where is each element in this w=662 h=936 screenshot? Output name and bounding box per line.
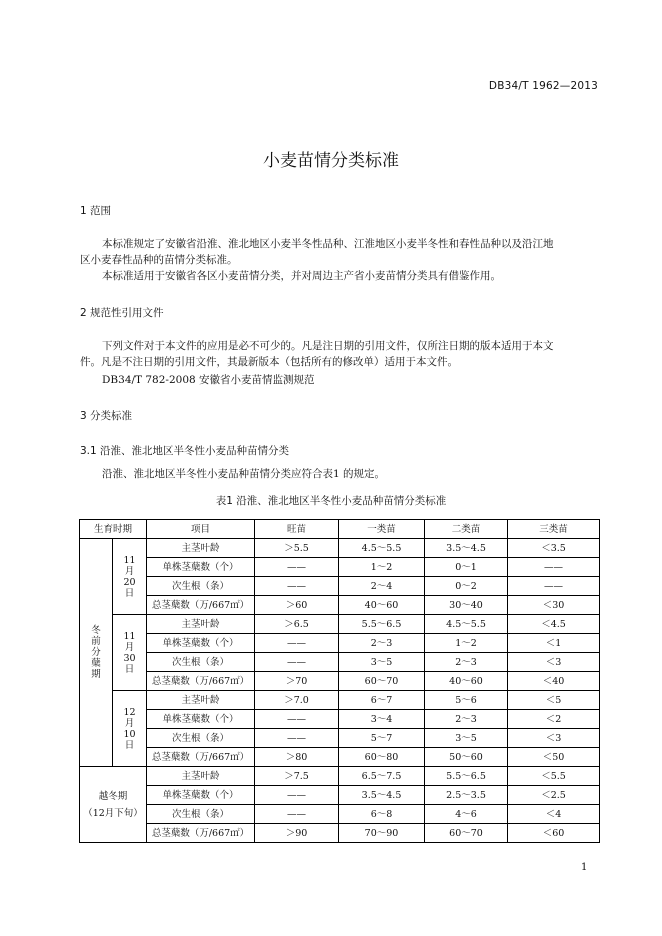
item-cell: 次生根（条）	[147, 577, 255, 596]
date-part: 10	[123, 728, 136, 740]
document-code: DB34/T 1962—2013	[488, 80, 598, 92]
value-cell: 3.5～4.5	[339, 786, 425, 805]
document-title: 小麦苗情分类标准	[263, 151, 399, 171]
seedling-classification-table	[79, 519, 600, 843]
value-cell: 0～1	[425, 558, 508, 577]
value-cell: 40～60	[425, 672, 508, 691]
value-cell: 3～4	[339, 710, 425, 729]
item-cell: 总茎蘖数（万/667㎡）	[147, 672, 255, 691]
date-part: 11	[123, 630, 136, 642]
value-cell: 1～2	[425, 634, 508, 653]
header-cell: 一类苗	[339, 520, 425, 539]
value-cell: 30～40	[425, 596, 508, 615]
header-cell: 三类苗	[508, 520, 600, 539]
table-row	[80, 615, 600, 634]
item-cell: 单株茎蘖数（个）	[147, 634, 255, 653]
table-row	[80, 786, 600, 805]
date-part: 11	[123, 554, 136, 566]
date-cell	[113, 539, 147, 615]
value-cell: ——	[255, 786, 339, 805]
section-1-para-1-line-2: 区小麦春性品种的苗情分类标准。	[80, 254, 238, 266]
value-cell: 4.5～5.5	[425, 615, 508, 634]
section-1-heading: 1 范围	[80, 205, 112, 217]
table-row	[80, 577, 600, 596]
date-part: 月	[124, 641, 135, 653]
value-cell: 6～8	[339, 805, 425, 824]
table-row	[80, 824, 600, 843]
item-cell: 次生根（条）	[147, 805, 255, 824]
item-cell: 次生根（条）	[147, 653, 255, 672]
value-cell: 6～7	[339, 691, 425, 710]
item-cell: 总茎蘖数（万/667㎡）	[147, 748, 255, 767]
value-cell: 60～70	[339, 672, 425, 691]
value-cell: ——	[255, 710, 339, 729]
table-row	[80, 634, 600, 653]
item-cell: 主茎叶龄	[147, 767, 255, 786]
table-row	[80, 767, 600, 786]
value-cell: ＜50	[508, 748, 600, 767]
value-cell: ＞6.5	[255, 615, 339, 634]
value-cell: 3～5	[425, 729, 508, 748]
value-cell: 3.5～4.5	[425, 539, 508, 558]
header-cell: 生育时期	[80, 520, 147, 539]
table-row	[80, 596, 600, 615]
value-cell: 2.5～3.5	[425, 786, 508, 805]
item-cell: 单株茎蘖数（个）	[147, 786, 255, 805]
date-part: 日	[124, 739, 135, 751]
item-cell: 总茎蘖数（万/667㎡）	[147, 824, 255, 843]
value-cell: ＜3	[508, 729, 600, 748]
table-row	[80, 691, 600, 710]
value-cell: ＜2	[508, 710, 600, 729]
value-cell: 5.5～6.5	[425, 767, 508, 786]
section-1-para-2: 本标准适用于安徽省各区小麦苗情分类，并对周边主产省小麦苗情分类具有借鉴作用。	[102, 270, 501, 282]
item-cell: 单株茎蘖数（个）	[147, 710, 255, 729]
value-cell: ＜30	[508, 596, 600, 615]
value-cell: ＜3	[508, 653, 600, 672]
date-part: 30	[123, 652, 136, 664]
table-row	[80, 672, 600, 691]
value-cell: 4～6	[425, 805, 508, 824]
value-cell: 3～5	[339, 653, 425, 672]
table-row	[80, 805, 600, 824]
value-cell: ＞80	[255, 748, 339, 767]
item-cell: 单株茎蘖数（个）	[147, 558, 255, 577]
table-row	[80, 539, 600, 558]
section-3-heading: 3 分类标准	[80, 410, 133, 422]
value-cell: 0～2	[425, 577, 508, 596]
value-cell: ——	[508, 558, 600, 577]
value-cell: ＞70	[255, 672, 339, 691]
date-part: 月	[124, 717, 135, 729]
section-1-para-1-line-1: 本标准规定了安徽省沿淮、淮北地区小麦半冬性品种、江淮地区小麦半冬性和春性品种以及沿江地	[102, 238, 554, 250]
table-row	[80, 653, 600, 672]
value-cell: ＜4	[508, 805, 600, 824]
value-cell: 4.5～5.5	[339, 539, 425, 558]
value-cell: 2～3	[425, 710, 508, 729]
stage-char: 分	[91, 647, 101, 658]
value-cell: 5～7	[339, 729, 425, 748]
value-cell: 1～2	[339, 558, 425, 577]
value-cell: 2～3	[425, 653, 508, 672]
header-cell: 二类苗	[425, 520, 508, 539]
value-cell: 2～4	[339, 577, 425, 596]
value-cell: 5.5～6.5	[339, 615, 425, 634]
value-cell: ——	[255, 805, 339, 824]
stage-char: 前	[91, 636, 101, 647]
date-part: 月	[124, 565, 135, 577]
item-cell: 主茎叶龄	[147, 615, 255, 634]
value-cell: ＜5	[508, 691, 600, 710]
value-cell: ——	[255, 577, 339, 596]
value-cell: ＜3.5	[508, 539, 600, 558]
section-2-para-1-line-2: 件。凡是不注日期的引用文件，其最新版本（包括所有的修改单）适用于本文件。	[80, 356, 458, 368]
table-header-row	[80, 520, 600, 539]
value-cell: 60～70	[425, 824, 508, 843]
date-part: 日	[124, 663, 135, 675]
date-part: 日	[124, 587, 135, 599]
stage-char: 期	[91, 669, 101, 680]
header-cell: 项目	[147, 520, 255, 539]
stage-label: 越冬期	[98, 790, 128, 802]
item-cell: 主茎叶龄	[147, 691, 255, 710]
value-cell: ＜5.5	[508, 767, 600, 786]
value-cell: 70～90	[339, 824, 425, 843]
table-row	[80, 710, 600, 729]
value-cell: 60～80	[339, 748, 425, 767]
date-part: 20	[123, 576, 136, 588]
section-3-1-para: 沿淮、淮北地区半冬性小麦品种苗情分类应符合表1 的规定。	[102, 468, 386, 480]
date-cell	[113, 691, 147, 767]
table-row	[80, 558, 600, 577]
value-cell: ——	[508, 577, 600, 596]
stage-cell-winter-tillering	[80, 539, 113, 767]
section-2-para-1-line-1: 下列文件对于本文件的应用是必不可少的。凡是注日期的引用文件，仅所注日期的版本适用于本文	[102, 340, 554, 352]
value-cell: ＜1	[508, 634, 600, 653]
value-cell: ＞5.5	[255, 539, 339, 558]
value-cell: ＜40	[508, 672, 600, 691]
value-cell: 6.5～7.5	[339, 767, 425, 786]
value-cell: ——	[255, 558, 339, 577]
value-cell: 2～3	[339, 634, 425, 653]
section-3-1-heading: 3.1 沿淮、淮北地区半冬性小麦品种苗情分类	[80, 445, 290, 457]
value-cell: ＞90	[255, 824, 339, 843]
header-cell: 旺苗	[255, 520, 339, 539]
page-number: 1	[581, 862, 588, 873]
stage-char: 冬	[91, 625, 101, 636]
item-cell: 主茎叶龄	[147, 539, 255, 558]
value-cell: ——	[255, 653, 339, 672]
table-row	[80, 748, 600, 767]
section-2-heading: 2 规范性引用文件	[80, 307, 164, 319]
value-cell: ＞60	[255, 596, 339, 615]
value-cell: ＜4.5	[508, 615, 600, 634]
value-cell: ——	[255, 729, 339, 748]
normative-reference: DB34/T 782-2008 安徽省小麦苗情监测规范	[102, 374, 315, 386]
value-cell: 40～60	[339, 596, 425, 615]
value-cell: ——	[255, 634, 339, 653]
value-cell: ＞7.5	[255, 767, 339, 786]
value-cell: 50～60	[425, 748, 508, 767]
table-caption: 表1 沿淮、淮北地区半冬性小麦品种苗情分类标准	[215, 495, 447, 507]
date-cell	[113, 615, 147, 691]
stage-sublabel: （12月下旬）	[83, 807, 143, 819]
stage-cell-overwintering	[80, 767, 147, 843]
stage-char: 蘖	[91, 658, 101, 669]
value-cell: ＜2.5	[508, 786, 600, 805]
value-cell: ＜60	[508, 824, 600, 843]
value-cell: ＞7.0	[255, 691, 339, 710]
item-cell: 次生根（条）	[147, 729, 255, 748]
value-cell: 5～6	[425, 691, 508, 710]
date-part: 12	[123, 706, 136, 718]
table-row	[80, 729, 600, 748]
item-cell: 总茎蘖数（万/667㎡）	[147, 596, 255, 615]
